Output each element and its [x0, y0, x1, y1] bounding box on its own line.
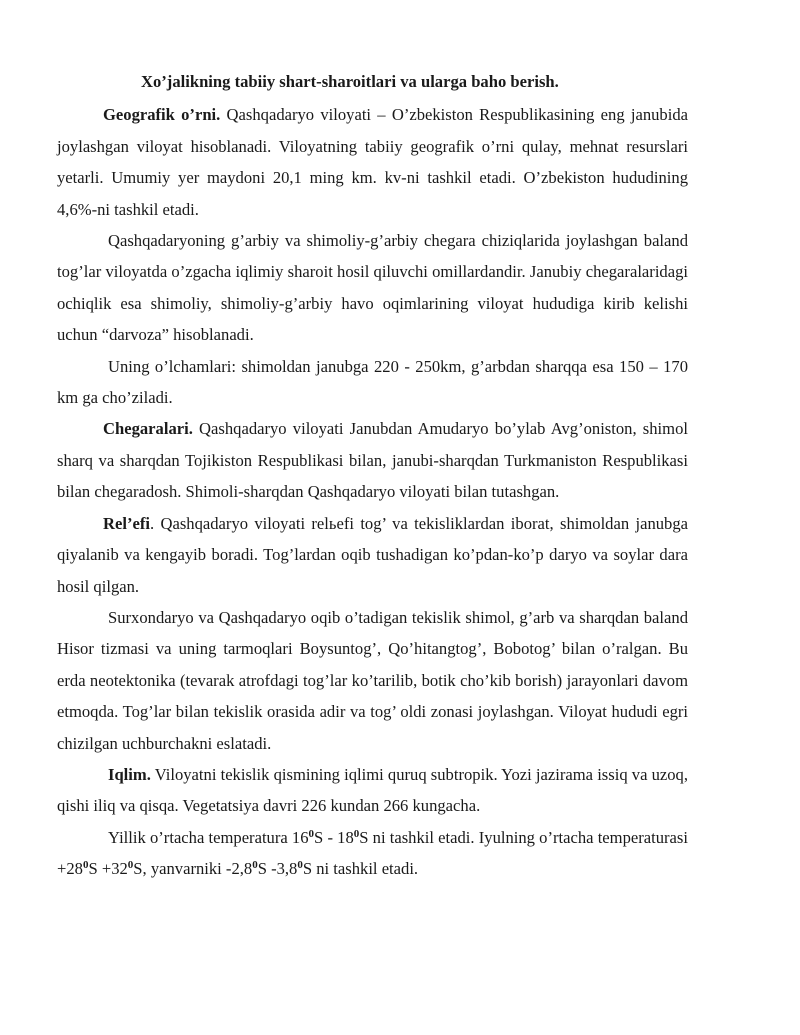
temperature-text: S -3,8 [257, 859, 298, 879]
paragraph-dimensions [57, 351, 688, 414]
paragraph-climate [57, 759, 688, 822]
temperature-text: S ni tashkil etadi. Iyulning o’rtacha temperaturasi +28 [57, 827, 688, 879]
paragraph-text: Qashqadaryoning g’arbiy va shimoliy-g’arbiy chegara chiziqlarida joylashgan baland tog’lar viloyatda o’zgacha iqlimiy sharoit hosil qiluvchi omillardandir. Janubiy chegaralaridagi ochiqlik esa shimoliy, shimoliy-g’arbiy havo oqimlarining viloyat hududiga kirib kelishi uchun “darvoza” hisoblanadi. [57, 231, 688, 345]
paragraph-text: Uning o’lchamlari: shimoldan janubga 220 - 250km, g’arbdan sharqqa esa 150 – 170 km ga cho’ziladi. [57, 356, 688, 408]
temperature-text: Yillik o’rtacha temperatura 16 [108, 827, 309, 847]
heading-relief: Rel’efi [103, 513, 150, 533]
paragraph-temperature [57, 822, 688, 885]
degree-mark: 0 [308, 827, 315, 840]
degree-mark: 0 [252, 859, 258, 872]
paragraph-text: Qashqadaryo viloyati Janubdan Amudaryo bo’ylab Avg’oniston, shimol sharq va sharqdan Tojikiston Respublikasi bilan, janubi-sharqdan Turkmaniston Respublikasi bilan chegaradosh. Shimoli-sharqdan Qashqadaryo viloyati bilan tutashgan. [57, 419, 688, 502]
document-title: Xo’jalikning tabiiy shart-sharoitlari va ularga baho berish. [141, 72, 559, 91]
paragraph-geographic-position [57, 99, 688, 225]
heading-climate: Iqlim. [108, 764, 151, 784]
paragraph-relief [57, 508, 688, 602]
degree-mark: 0 [353, 827, 360, 840]
temperature-text: S, yanvarniki -2,8 [133, 859, 253, 879]
degree-mark: 0 [297, 859, 303, 872]
document-page [57, 66, 688, 885]
paragraph-text: Surxondaryo va Qashqadaryo oqib o’tadigan tekislik shimol, g’arb va sharqdan baland Hisor tizmasi va uning tarmoqlari Boysuntog’, Qo’hitangtog’, Bobotog’ bilan o’ralgan. Bu erda neotektonika (tevarak atrofdagi tog’lar ko’tarilib, botik cho’kib borish) jarayonlari davom etmoqda. Tog’lar bilan tekislik orasida adir va tog’ oldi zonasi joylashgan. Viloyat hududi egri chizilgan uchburchakni eslatadi. [57, 607, 688, 753]
paragraph-text: Viloyatni tekislik qismining iqlimi quruq subtropik. Yozi jazirama issiq va uzoq, qishi iliq va qisqa. Vegetatsiya davri 226 kundan 266 kungacha. [57, 764, 688, 816]
temperature-text: S +32 [88, 859, 128, 879]
degree-mark: 0 [82, 859, 89, 872]
degree-mark: 0 [127, 859, 134, 872]
paragraph-text: . Qashqadaryo viloyati relьefi tog’ va tekisliklardan iborat, shimoldan janubga qiyalanib va kengayib boradi. Tog’lardan oqib tushadigan ko’pdan-ko’p daryo va soylar dara hosil qilgan. [57, 513, 688, 596]
temperature-text: S - 18 [314, 827, 354, 847]
heading-borders: Chegaralari. [103, 419, 193, 439]
paragraph-mountains [57, 225, 688, 351]
paragraph-plain [57, 602, 688, 759]
paragraph-borders [57, 413, 688, 507]
heading-geographic-position: Geografik o’rni. [103, 105, 221, 125]
paragraph-text: Qashqadaryo viloyati – O’zbekiston Respublikasining eng janubida joylashgan viloyat hisoblanadi. Viloyatning tabiiy geografik o’rni qulay, mehnat resurslari yetarli. Umumiy yer maydoni 20,1 ming km. kv-ni tashkil etadi. O’zbekiston hududining 4,6%-ni tashkil etadi. [57, 105, 688, 219]
temperature-text: S ni tashkil etadi. [302, 859, 419, 879]
